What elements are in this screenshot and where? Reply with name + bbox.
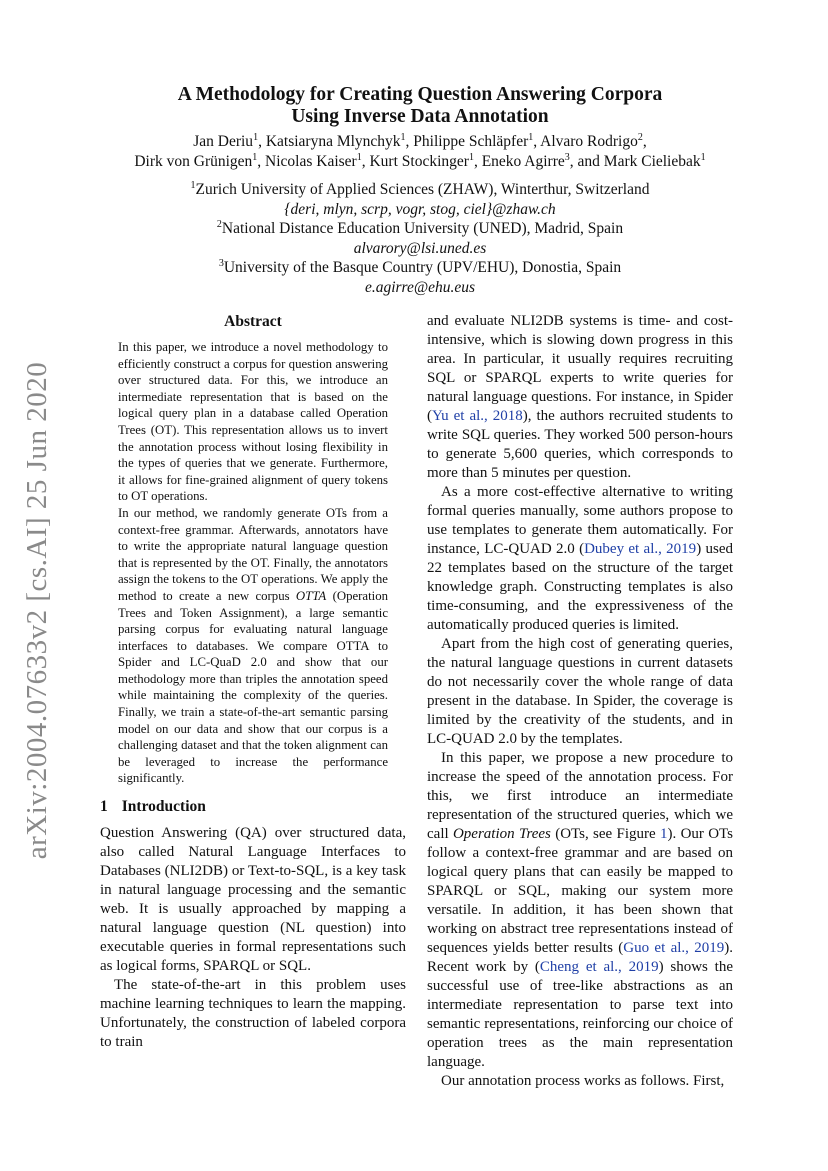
intro-paragraph: Question Answering (QA) over structured data, also called Natural Language Interfaces to Databases (NLI2DB) or Text-to-SQL, is a key task in natural language processing and the semantic web. It is usually approached by mapping a natural language question (NL question) into executable queries in formal representations such as logical forms, SPARQL or SQL. bbox=[100, 825, 406, 975]
author: Katsiaryna Mlynchyk$^1$, bbox=[265, 131, 414, 150]
arxiv-id: arXiv:2004.07633v2 [cs.AI] 25 Jun 2020 bbox=[21, 361, 54, 859]
title-line-1: A Methodology for Creating Question Answering Corpora bbox=[177, 84, 663, 105]
affiliation-email: {deri, mlyn, scrp, vogr, stog, ciel}@zhaw.ch bbox=[284, 200, 556, 218]
term-operation-trees: Operation Trees bbox=[452, 826, 551, 842]
arxiv-watermark bbox=[8, 361, 68, 859]
right-column bbox=[427, 312, 733, 1091]
author: Alvaro Rodrigo$^2$, bbox=[540, 131, 647, 150]
abstract bbox=[100, 339, 406, 787]
author: Kurt Stockinger$^1$, bbox=[369, 151, 482, 170]
abstract-paragraph: In our method, we randomly generate OTs from a context-free grammar. Afterwards, annotators have to write the appropriate natural language question that is represented by the OT. Finally, the annotators assign the tokens to the OT operations. We apply the method to create a new corpus OTTA (Operation Trees and Token Assignment), a large semantic parsing corpus for evaluating natural language interfaces to databases. We compare OTTA to Spider and LC-QuaD 2.0 and show that our methodology more than triples the annotation speed while maintaining the complexity of the queries. Finally, we train a state-of-the-art semantic parsing model on our data and show that our corpus is a challenging dataset and that the token alignment can be leveraged to increase the performance significantly. bbox=[118, 505, 388, 786]
affiliation: $^2$National Distance Education University (UNED), Madrid, Spain bbox=[216, 218, 624, 237]
intro-paragraph: The state-of-the-art in this problem uses machine learning techniques to learn the mapping. Unfortunately, the construction of labeled corpora to train bbox=[100, 977, 406, 1051]
paper-title bbox=[100, 84, 740, 128]
author: Nicolas Kaiser$^1$, bbox=[265, 151, 370, 170]
citation-link[interactable]: Guo et al., 2019 bbox=[623, 940, 725, 956]
body-paragraph: Apart from the high cost of generating queries, the natural language questions in current datasets do not necessarily cover the whole range of data present in the database. In Spider, the coverage is limited by the creativity of the students, and in LC-QUAD 2.0 by the templates. bbox=[427, 636, 733, 747]
citation-link[interactable]: Yu et al., 2018 bbox=[432, 408, 523, 424]
body-paragraph: and evaluate NLI2DB systems is time- and cost-intensive, which is slowing down progress in this area. In particular, it usually requires recruiting SQL or SPARQL experts to write queries for natural language questions. For instance, in Spider (Yu et al., 2018), the authors recruited students to write SQL queries. They worked 500 person-hours to generate 5,600 queries, which corresponds to more than 5 minutes per question. bbox=[427, 313, 733, 481]
author-list bbox=[100, 132, 740, 172]
author: Jan Deriu$^1$, bbox=[193, 131, 266, 150]
affiliation: $^3$University of the Basque Country (UPV/EHU), Donostia, Spain bbox=[218, 257, 622, 276]
body-paragraph: As a more cost-effective alternative to writing formal queries manually, some authors propose to use templates to generate them automatically. For instance, LC-QUAD 2.0 (Dubey et al., 2019) used 22 templates based on the structure of the target knowledge graph. Constructing templates is also time-consuming, and the expressiveness of the automatically produced queries is limited. bbox=[427, 484, 733, 633]
citation-link[interactable]: Dubey et al., 2019 bbox=[584, 541, 697, 557]
left-column bbox=[100, 312, 406, 1052]
author: Dirk von Grünigen$^1$, bbox=[134, 151, 266, 170]
figure-link[interactable]: 1 bbox=[660, 826, 668, 842]
affiliation-email: alvarory@lsi.uned.es bbox=[353, 239, 487, 257]
citation-link[interactable]: Cheng et al., 2019 bbox=[539, 959, 659, 975]
title-line-2: Using Inverse Data Annotation bbox=[291, 106, 549, 127]
abstract-heading: Abstract bbox=[224, 313, 282, 330]
body-paragraph: In this paper, we propose a new procedure to increase the speed of the annotation process. For this, we first introduce an intermediate representation of the structured queries, which we call Operation Trees (OTs, see Figure 1). Our OTs follow a context-free grammar and are based on logical query plans that can easily be mapped to SPARQL or SQL, making our system more versatile. In addition, it has been shown that working on abstract tree representations instead of sequences yields better results (Guo et al., 2019). Recent work by (Cheng et al., 2019) shows the successful use of tree-like abstractions as an intermediate representation to parse text into semantic representations, reinforcing our choice of operation trees as the main representation language. bbox=[427, 750, 733, 1070]
affiliation-email: e.agirre@ehu.eus bbox=[364, 278, 476, 296]
paper-header bbox=[100, 84, 740, 297]
author: Eneko Agirre$^3$, and bbox=[481, 151, 604, 170]
abstract-paragraph: In this paper, we introduce a novel methodology to efficiently construct a corpus for question answering over structured data. For this, we introduce an intermediate representation that is based on the logical query plan in a database called Operation Trees (OT). This representation allows us to invert the annotation process without losing flexibility in the types of queries that we generate. Furthermore, it allows for fine-grained alignment of query tokens to OT operations. bbox=[118, 340, 388, 504]
body-paragraph: Our annotation process works as follows. First, bbox=[441, 1073, 725, 1089]
section-heading: 1 Introduction bbox=[100, 798, 206, 816]
author: Philippe Schläpfer$^1$, bbox=[413, 131, 541, 150]
author: Mark Cieliebak$^1$ bbox=[603, 151, 706, 170]
affiliation-list bbox=[100, 180, 740, 297]
affiliation: $^1$Zurich University of Applied Sciences (ZHAW), Winterthur, Switzerland bbox=[190, 179, 650, 198]
corpus-name: OTTA bbox=[295, 588, 327, 603]
